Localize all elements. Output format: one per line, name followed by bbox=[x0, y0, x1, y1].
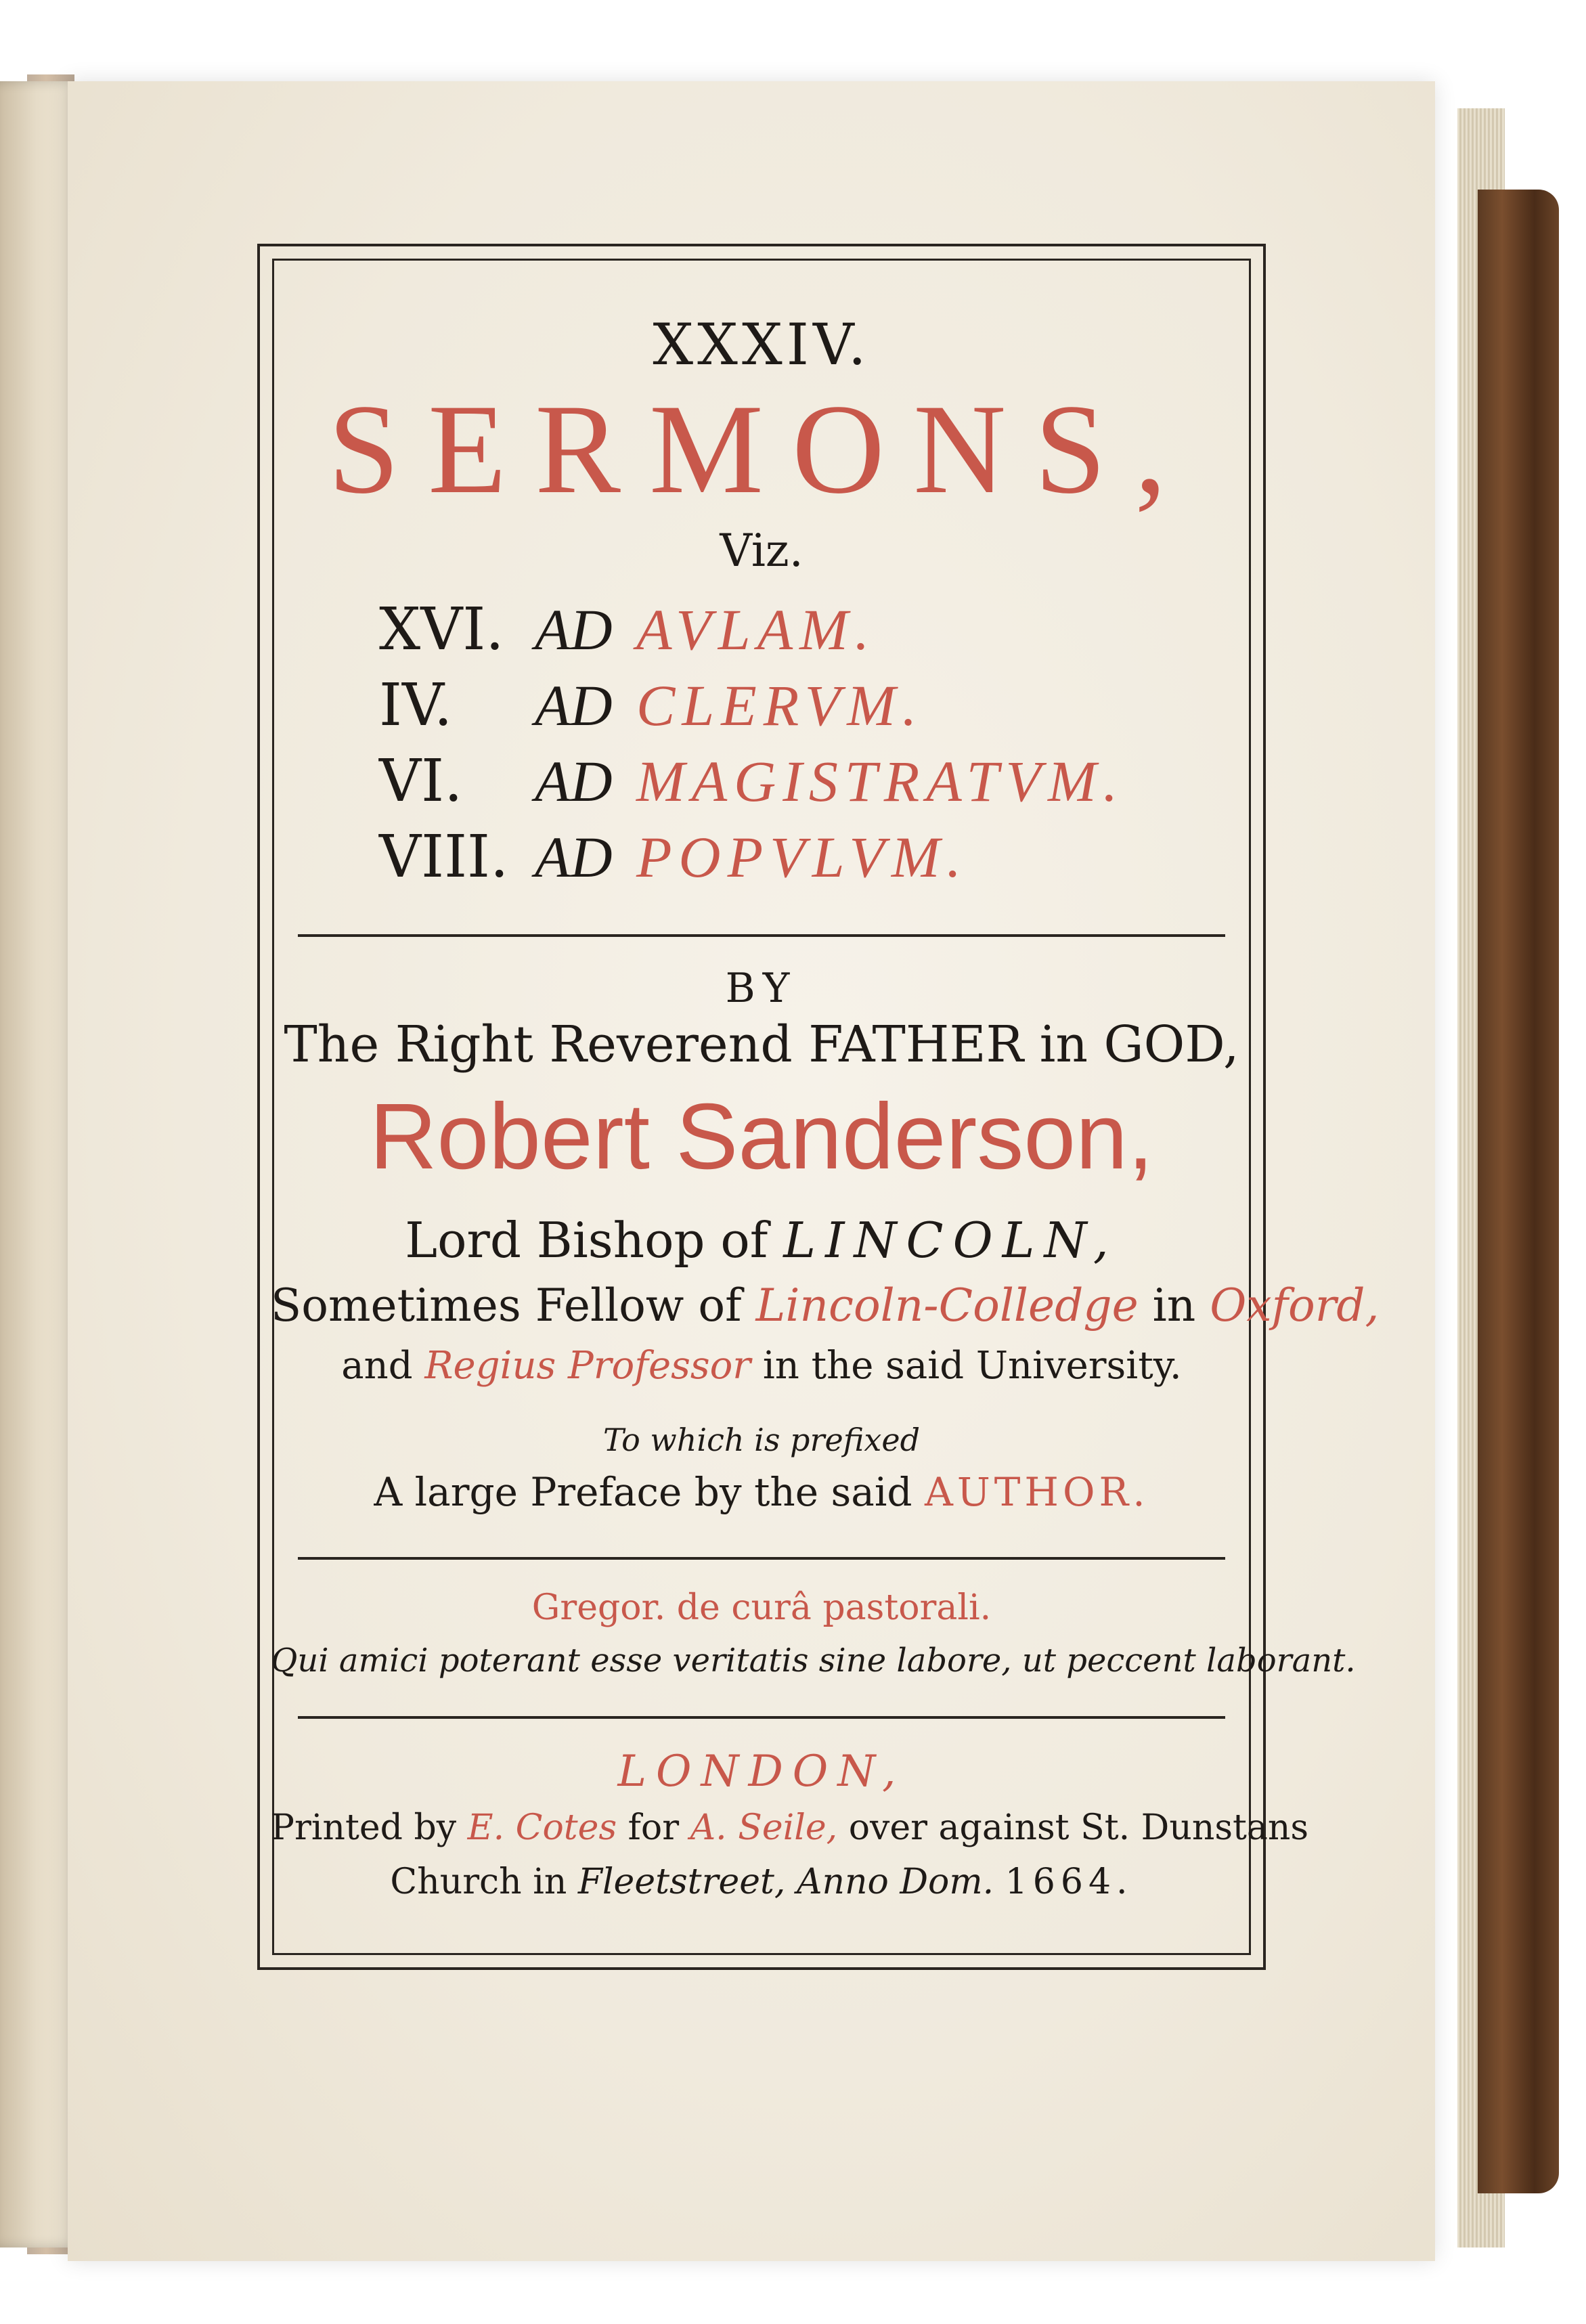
ad-number: XVI. bbox=[379, 596, 504, 663]
imprint-printed-by: Printed by bbox=[271, 1807, 468, 1848]
title-page-content bbox=[271, 257, 1380, 1956]
ad-list-item-magistratum bbox=[379, 747, 1124, 815]
imprint-seller: A. Seile, bbox=[690, 1807, 838, 1848]
imprint-line-2 bbox=[271, 1862, 1252, 1902]
fellow-college: Lincoln-Colledge bbox=[755, 1279, 1139, 1332]
divider-rule-3 bbox=[298, 1716, 1225, 1719]
by-label: BY bbox=[725, 965, 798, 1012]
ad-number: VIII. bbox=[379, 823, 509, 891]
imprint-for: for bbox=[617, 1807, 690, 1848]
fellow-city: Oxford, bbox=[1210, 1279, 1380, 1332]
ad-word: AD bbox=[535, 673, 613, 738]
ad-list-item-aulam bbox=[379, 596, 876, 663]
bishop-line bbox=[271, 1212, 1252, 1269]
leather-cover-edge bbox=[1478, 190, 1559, 2193]
ad-word: AD bbox=[535, 597, 613, 662]
fellow-in: in bbox=[1138, 1279, 1210, 1332]
professor-suffix: in the said University. bbox=[751, 1344, 1182, 1388]
ad-word: AD bbox=[535, 825, 613, 890]
imprint-street: Fleetstreet, bbox=[577, 1862, 786, 1902]
preface-author: AUTHOR. bbox=[924, 1469, 1149, 1515]
bishop-place: LINCOLN, bbox=[783, 1212, 1118, 1269]
author-prefix: The Right Reverend FATHER in GOD, bbox=[284, 1015, 1239, 1074]
quote-text: Qui amici poterant esse veritatis sine labore, ut peccent laborant. bbox=[271, 1642, 1356, 1680]
fellow-prefix: Sometimes Fellow of bbox=[271, 1279, 756, 1332]
professor-title: Regius Professor bbox=[424, 1344, 751, 1388]
author-name: Robert Sanderson, bbox=[369, 1084, 1154, 1189]
sermon-count: XXXIV. bbox=[653, 311, 871, 378]
ad-target: POPVLVM. bbox=[636, 825, 969, 890]
imprint-church: Church in bbox=[390, 1862, 578, 1902]
professor-and: and bbox=[341, 1344, 425, 1388]
ad-number: IV. bbox=[379, 672, 453, 739]
ad-target: CLERVM. bbox=[636, 673, 924, 738]
bishop-prefix: Lord Bishop of bbox=[405, 1212, 784, 1269]
imprint-printer: E. Cotes bbox=[467, 1807, 617, 1848]
imprint-city: LONDON, bbox=[617, 1747, 906, 1797]
fellow-line bbox=[271, 1279, 1380, 1332]
prefixed-note: To which is prefixed bbox=[602, 1422, 921, 1458]
ad-target: MAGISTRATVM. bbox=[636, 749, 1125, 814]
imprint-rest: over against St. Dunstans bbox=[837, 1807, 1309, 1848]
preface-line bbox=[271, 1469, 1252, 1515]
imprint-line-1 bbox=[271, 1807, 1309, 1848]
quote-source: Gregor. de curâ pastorali. bbox=[531, 1587, 992, 1628]
preface-prefix: A large Preface by the said bbox=[374, 1469, 925, 1515]
imprint-year: 1664. bbox=[1005, 1862, 1133, 1902]
ad-target: AVLAM. bbox=[636, 597, 877, 662]
ad-list-item-clerum bbox=[379, 672, 923, 739]
ad-word: AD bbox=[535, 749, 613, 814]
ad-number: VI. bbox=[379, 747, 463, 815]
divider-rule-2 bbox=[298, 1557, 1225, 1560]
main-title: SERMONS, bbox=[328, 378, 1195, 521]
professor-line bbox=[271, 1344, 1252, 1388]
viz-label: Viz. bbox=[720, 525, 803, 577]
imprint-anno: Anno Dom. bbox=[785, 1862, 1005, 1902]
divider-rule-1 bbox=[298, 934, 1225, 937]
ad-list-item-populum bbox=[379, 823, 968, 891]
